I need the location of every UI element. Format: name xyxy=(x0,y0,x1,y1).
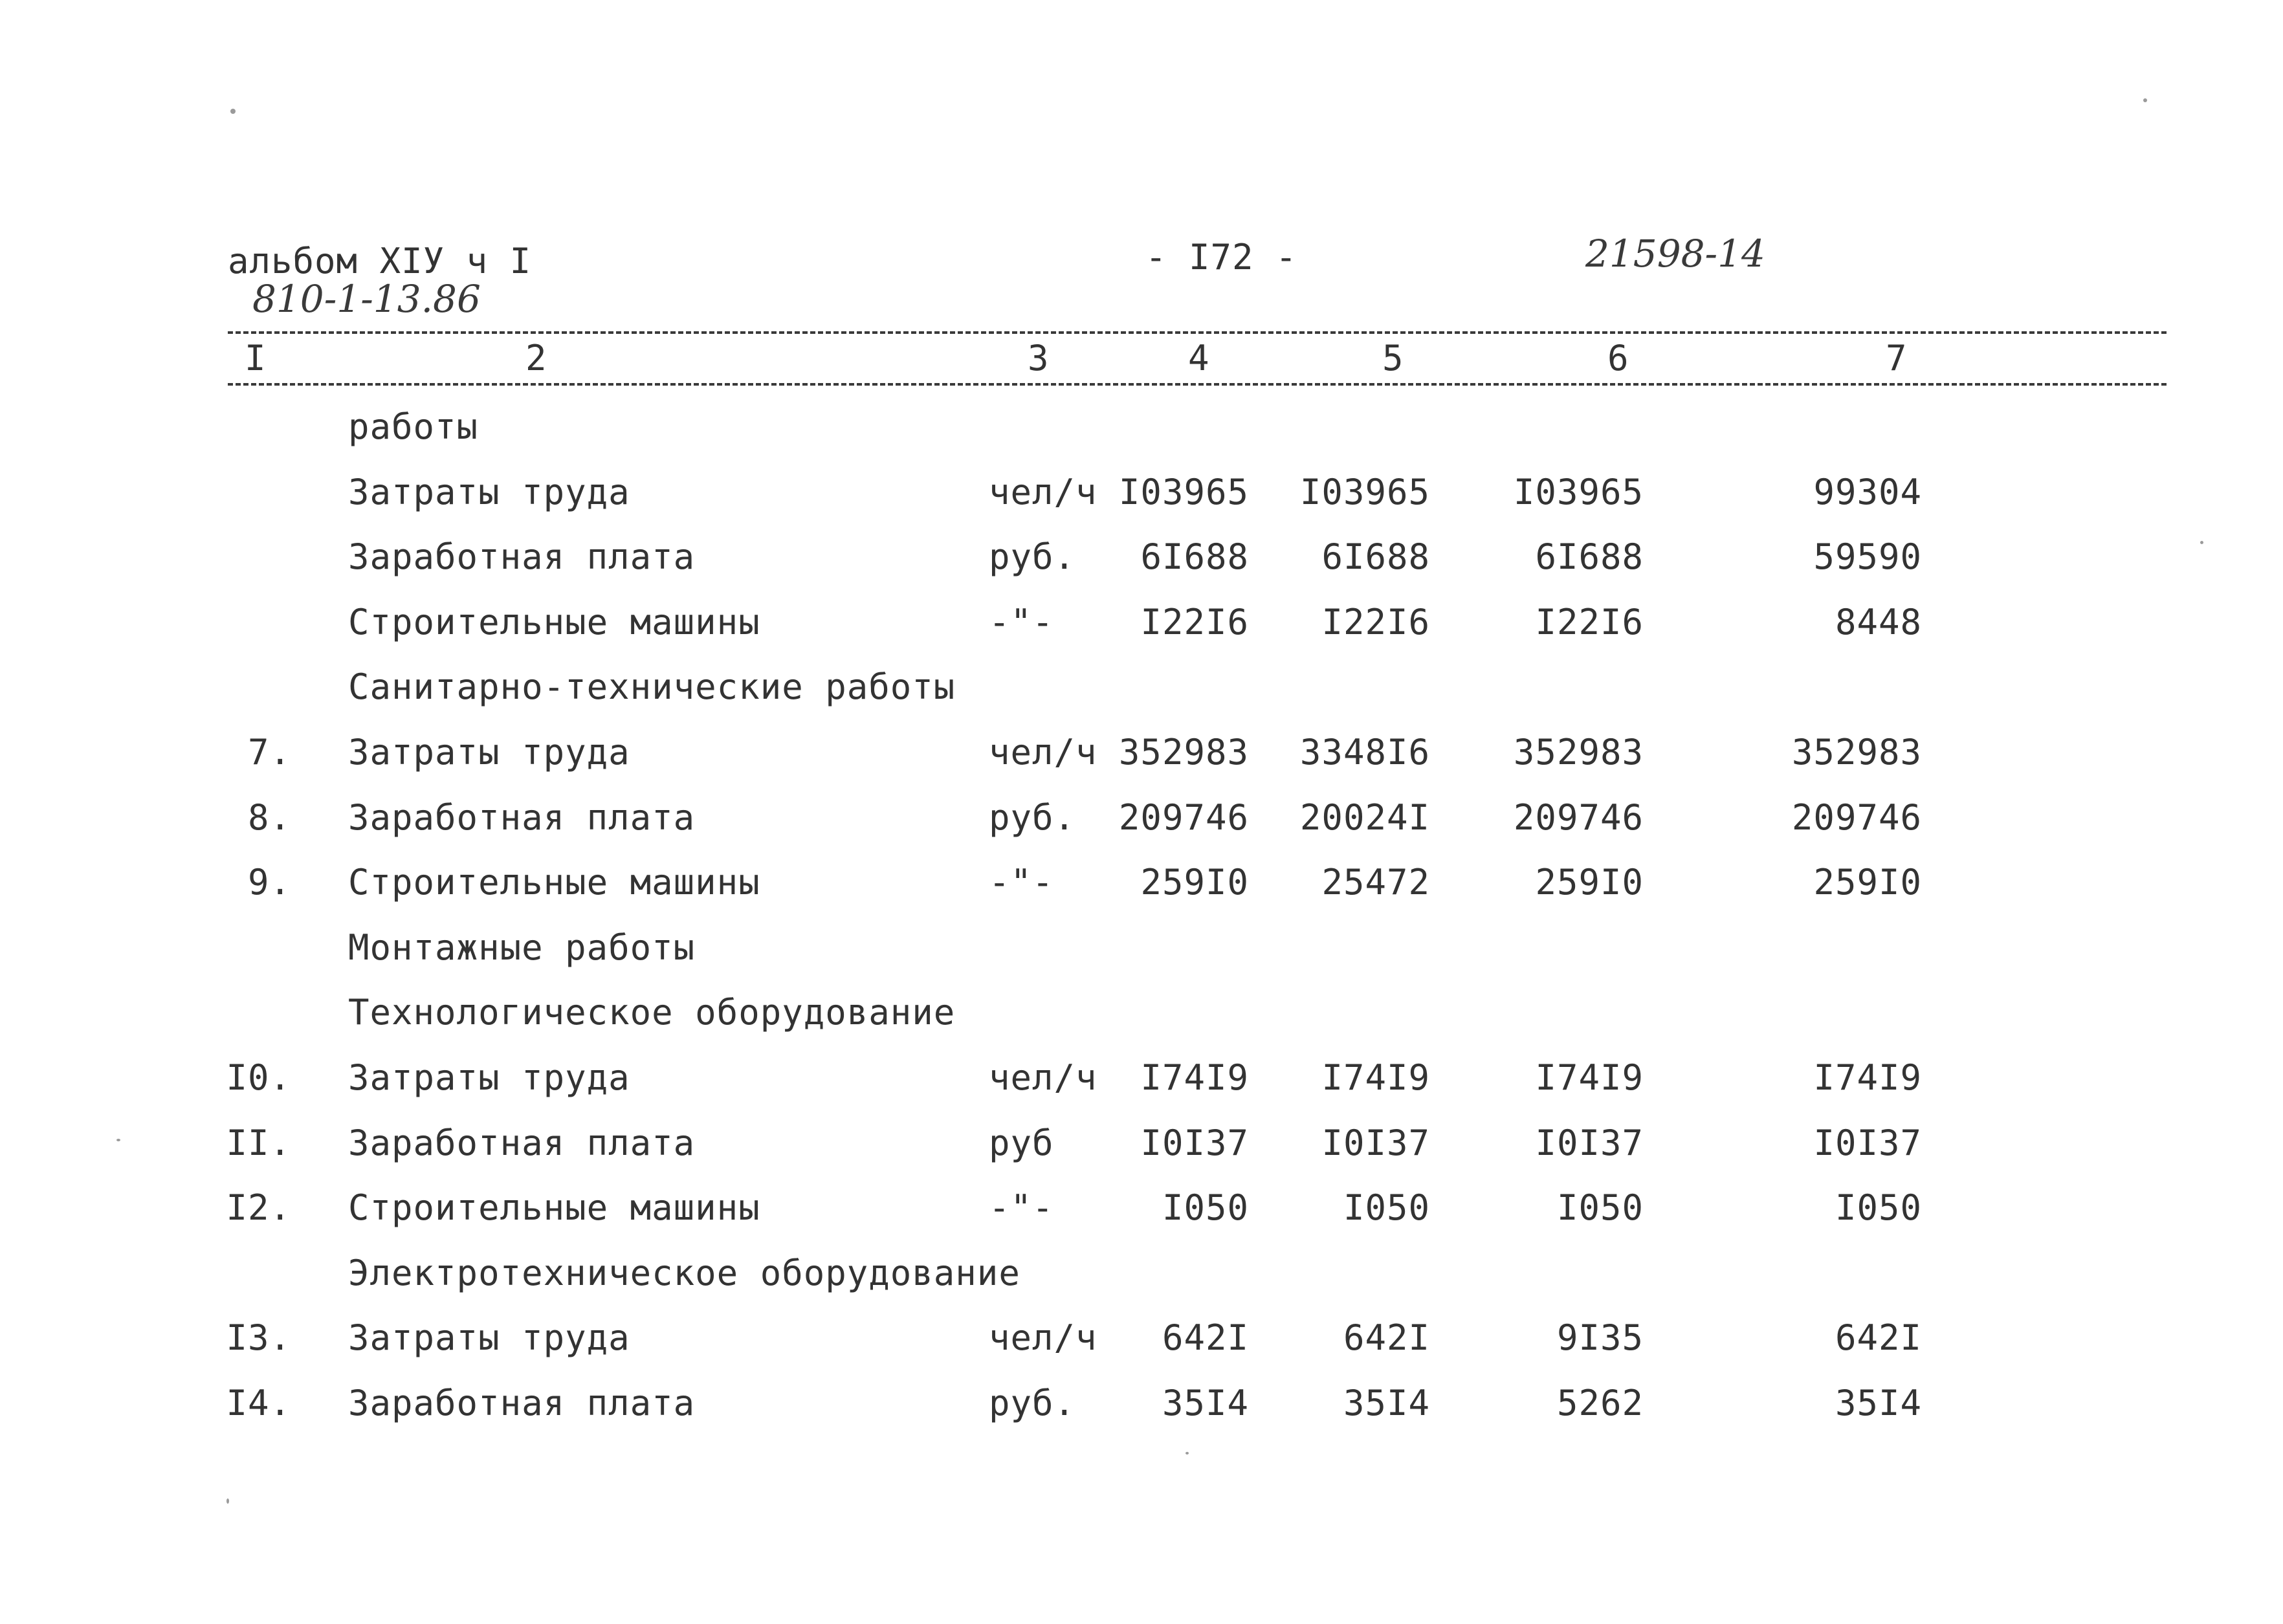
cell-col-6: 9I35 xyxy=(1556,1317,1644,1359)
cell-col-4: 209746 xyxy=(1118,796,1249,838)
column-header-7: 7 xyxy=(1886,338,1908,379)
row-unit: руб xyxy=(989,1122,1054,1163)
cell-col-4: I74I9 xyxy=(1140,1057,1249,1098)
scan-speck xyxy=(116,1139,120,1141)
cell-col-7: I0I37 xyxy=(1813,1122,1922,1163)
row-name: Технологическое оборудование xyxy=(348,992,956,1033)
header-rule-top xyxy=(228,331,2167,334)
row-unit: чел/ч xyxy=(989,732,1097,773)
cell-col-6: I0I37 xyxy=(1535,1122,1644,1163)
row-number: I4. xyxy=(226,1383,291,1423)
cell-col-5: 6I688 xyxy=(1321,536,1430,578)
cell-col-6: I03965 xyxy=(1513,471,1644,512)
scan-speck xyxy=(230,109,236,114)
cell-col-4: I050 xyxy=(1162,1187,1249,1229)
row-name: Заработная плата xyxy=(348,1383,696,1423)
row-unit: чел/ч xyxy=(989,1317,1097,1359)
cell-col-4: 642I xyxy=(1162,1317,1249,1359)
row-name: работы xyxy=(348,406,479,447)
scan-speck xyxy=(1186,1452,1189,1454)
row-unit: руб. xyxy=(989,1383,1076,1423)
cell-col-7: 352983 xyxy=(1791,732,1922,773)
row-name: Затраты труда xyxy=(348,1057,630,1098)
cell-col-5: 25472 xyxy=(1321,862,1430,903)
cell-col-6: 6I688 xyxy=(1535,536,1644,578)
row-number: 7. xyxy=(247,732,291,773)
column-header-6: 6 xyxy=(1607,338,1629,379)
header-rule-bottom xyxy=(228,383,2167,386)
row-number: 8. xyxy=(247,796,291,838)
cell-col-4: I03965 xyxy=(1118,471,1249,512)
row-name: Заработная плата xyxy=(348,536,696,578)
cell-col-6: 5262 xyxy=(1556,1383,1644,1423)
row-number: I0. xyxy=(226,1057,291,1098)
row-name: Затраты труда xyxy=(348,732,630,773)
column-header-4: 4 xyxy=(1188,338,1210,379)
row-name: Затраты труда xyxy=(348,1317,630,1359)
row-name: Монтажные работы xyxy=(348,927,696,968)
row-unit: -"- xyxy=(989,601,1054,642)
row-unit: -"- xyxy=(989,1187,1054,1229)
column-header-1: I xyxy=(245,338,267,379)
cell-col-5: 35I4 xyxy=(1343,1383,1430,1423)
cell-col-5: 3348I6 xyxy=(1299,732,1430,773)
row-number: I2. xyxy=(226,1187,291,1229)
row-name: Электротехническое оборудование xyxy=(348,1252,1020,1293)
row-unit: руб. xyxy=(989,796,1076,838)
row-name: Заработная плата xyxy=(348,1122,696,1163)
cell-col-6: 352983 xyxy=(1513,732,1644,773)
row-name: Строительные машины xyxy=(348,601,760,642)
cell-col-4: I0I37 xyxy=(1140,1122,1249,1163)
scan-speck xyxy=(2200,541,2203,544)
cell-col-7: 99304 xyxy=(1813,471,1922,512)
row-unit: чел/ч xyxy=(989,471,1097,512)
cell-col-6: I050 xyxy=(1556,1187,1644,1229)
document-code: 21598-14 xyxy=(1585,232,1765,276)
cell-col-5: I050 xyxy=(1343,1187,1430,1229)
column-header-2: 2 xyxy=(525,338,547,379)
series-number: 810-1-13.86 xyxy=(252,277,481,321)
cell-col-7: 259I0 xyxy=(1813,862,1922,903)
row-name: Строительные машины xyxy=(348,862,760,903)
scan-speck xyxy=(226,1498,229,1504)
row-number: II. xyxy=(226,1122,291,1163)
cell-col-7: 209746 xyxy=(1791,796,1922,838)
row-unit: чел/ч xyxy=(989,1057,1097,1098)
cell-col-6: I22I6 xyxy=(1535,601,1644,642)
row-number: I3. xyxy=(226,1317,291,1359)
cell-col-4: 352983 xyxy=(1118,732,1249,773)
row-unit: руб. xyxy=(989,536,1076,578)
cell-col-5: I0I37 xyxy=(1321,1122,1430,1163)
cell-col-6: 209746 xyxy=(1513,796,1644,838)
cell-col-6: I74I9 xyxy=(1535,1057,1644,1098)
cell-col-7: 642I xyxy=(1835,1317,1922,1359)
cell-col-5: I74I9 xyxy=(1321,1057,1430,1098)
cell-col-4: I22I6 xyxy=(1140,601,1249,642)
row-name: Затраты труда xyxy=(348,471,630,512)
cell-col-7: I050 xyxy=(1835,1187,1922,1229)
row-name: Строительные машины xyxy=(348,1187,760,1229)
cell-col-7: 8448 xyxy=(1835,601,1922,642)
album-label: альбом XIУ ч I xyxy=(228,241,532,281)
row-name: Заработная плата xyxy=(348,796,696,838)
cell-col-5: 642I xyxy=(1343,1317,1430,1359)
cell-col-5: 20024I xyxy=(1299,796,1430,838)
page-number: - I72 - xyxy=(1145,237,1297,278)
column-header-5: 5 xyxy=(1382,338,1404,379)
row-unit: -"- xyxy=(989,862,1054,903)
cell-col-4: 6I688 xyxy=(1140,536,1249,578)
cell-col-5: I03965 xyxy=(1299,471,1430,512)
scan-speck xyxy=(2143,98,2147,102)
cell-col-7: 59590 xyxy=(1813,536,1922,578)
cell-col-5: I22I6 xyxy=(1321,601,1430,642)
row-name: Санитарно-технические работы xyxy=(348,666,956,708)
cell-col-6: 259I0 xyxy=(1535,862,1644,903)
row-number: 9. xyxy=(247,862,291,903)
cell-col-7: I74I9 xyxy=(1813,1057,1922,1098)
cell-col-4: 259I0 xyxy=(1140,862,1249,903)
column-header-3: 3 xyxy=(1028,338,1050,379)
cell-col-4: 35I4 xyxy=(1162,1383,1249,1423)
cell-col-7: 35I4 xyxy=(1835,1383,1922,1423)
